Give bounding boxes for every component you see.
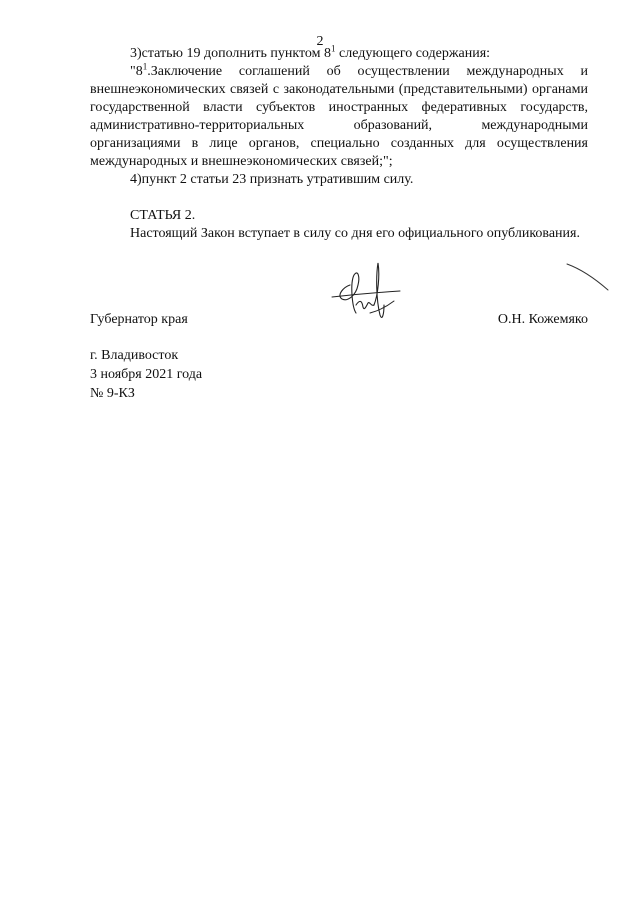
document-footer [90, 346, 202, 403]
article-2-text: Настоящий Закон вступает в силу со дня его официального опубликования. [130, 226, 580, 241]
article-2-section [90, 207, 588, 243]
item-3-text-before: 3)статью 19 дополнить пунктом 8 [130, 46, 332, 61]
signature-block [90, 311, 588, 331]
item-3-intro [90, 45, 588, 63]
date-of-signing: 3 ноября 2021 года [90, 367, 203, 382]
quote-superscript: 1 [142, 61, 148, 72]
item-3-quote [90, 63, 588, 171]
quote-text: .Заключение соглашений об осуществлении международных и внешнеэкономических связей с законодательными (представительными) органами государственной власти субъектов иностранных федеративных государств, административно-территориальных образований, международными организациями в лице органов, специально созданных для осуществления международных и внешнеэкономических связей;"; [90, 64, 588, 169]
item-3-superscript: 1 [331, 43, 336, 54]
place-of-signing: г. Владивосток [90, 348, 179, 363]
page-number: 2 [316, 34, 324, 49]
law-number: № 9-КЗ [90, 386, 135, 401]
quote-open: "8 [130, 64, 143, 79]
article-2-heading: СТАТЬЯ 2. [130, 208, 196, 223]
item-4: 4)пункт 2 статьи 23 признать утратившим силу. [130, 172, 414, 187]
governor-name: О.Н. Кожемяко [497, 312, 588, 327]
governor-title: Губернатор края [90, 312, 188, 327]
pen-stroke-mark-icon [566, 258, 610, 292]
item-3-text-after: следующего содержания: [335, 46, 491, 61]
amendments-section [90, 45, 588, 189]
